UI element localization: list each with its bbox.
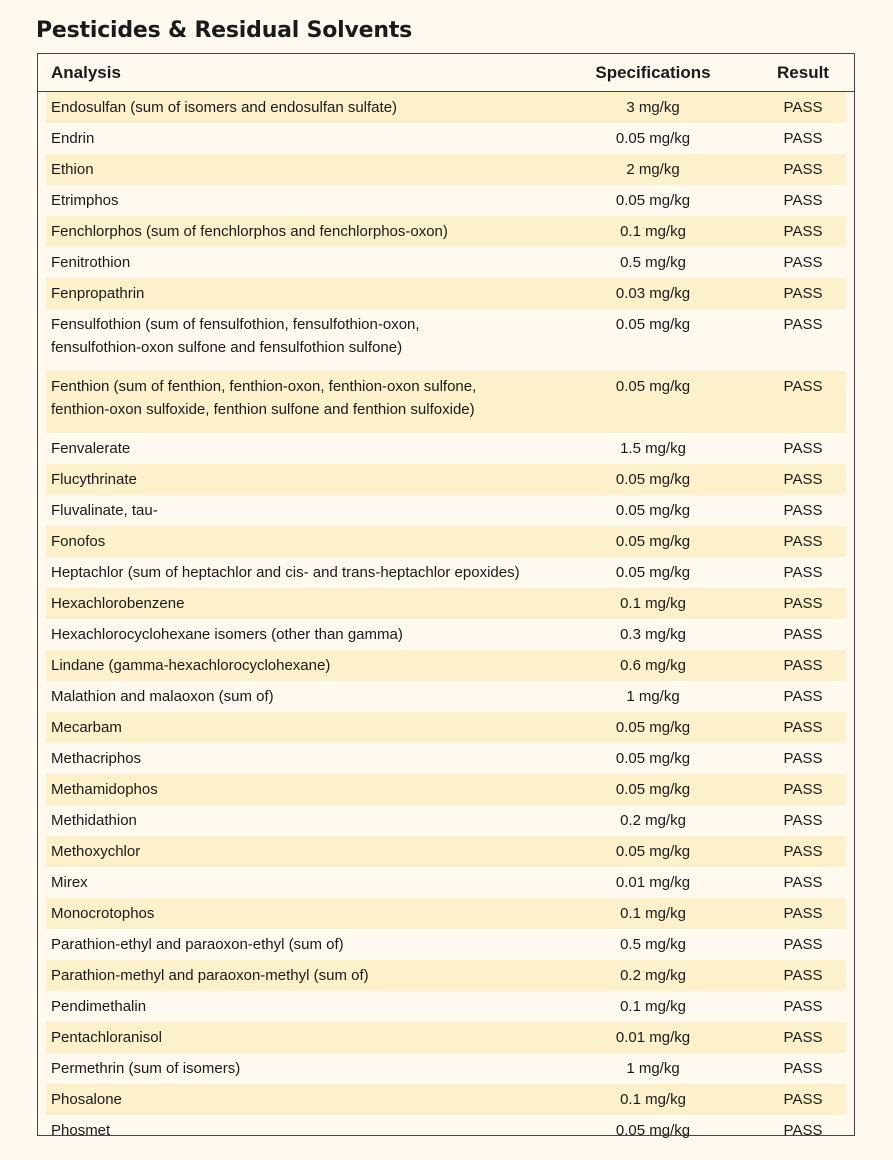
table-row [46,1084,846,1115]
table-row [46,960,846,991]
analysis-cell: Etrimphos [51,192,119,209]
analysis-cell: Endosulfan (sum of isomers and endosulfan sulfate) [51,99,398,116]
table-row [46,495,846,526]
result-cell: PASS [783,719,823,736]
specification-cell: 0.2 mg/kg [620,812,686,829]
specification-cell: 0.05 mg/kg [615,843,691,860]
specification-cell: 0.05 mg/kg [615,471,691,488]
specification-cell: 0.5 mg/kg [620,936,686,953]
analysis-cell: Parathion-methyl and paraoxon-methyl (sum of) [51,967,369,984]
table-row [46,1115,846,1146]
analysis-cell: Pentachloranisol [51,1029,162,1046]
analysis-cell: Methacriphos [51,750,142,767]
result-cell: PASS [783,626,823,643]
analysis-cell: Endrin [51,130,95,147]
specification-cell: 0.05 mg/kg [615,533,691,550]
table-row [46,92,846,123]
table-row [46,991,846,1022]
result-cell: PASS [783,471,823,488]
analysis-cell: Malathion and malaoxon (sum of) [51,688,274,705]
result-cell: PASS [783,1091,823,1108]
specification-cell: 0.05 mg/kg [615,192,691,209]
specification-cell: 0.2 mg/kg [620,967,686,984]
analysis-cell: Parathion-ethyl and paraoxon-ethyl (sum of) [51,936,344,953]
table-row [46,929,846,960]
result-cell: PASS [783,254,823,271]
specification-cell: 0.05 mg/kg [615,316,691,333]
analysis-cell: Ethion [51,161,94,178]
table-row [46,898,846,929]
table-row [46,1022,846,1053]
table-row [46,371,846,433]
table-row [46,867,846,898]
table-row [46,743,846,774]
analysis-cell: Fenchlorphos (sum of fenchlorphos and fenchlorphos-oxon) [51,223,448,240]
analysis-cell: Methoxychlor [51,843,141,860]
table-row [46,309,846,371]
specification-cell: 0.05 mg/kg [615,130,691,147]
analysis-cell: Hexachlorocyclohexane isomers (other than gamma) [51,626,403,643]
result-cell: PASS [783,874,823,891]
analysis-cell: Monocrotophos [51,905,155,922]
table-row [46,123,846,154]
specification-cell: 0.05 mg/kg [615,1122,691,1139]
specification-cell: 0.05 mg/kg [615,750,691,767]
specification-cell: 0.1 mg/kg [620,998,686,1015]
specification-cell: 0.05 mg/kg [615,781,691,798]
specification-cell: 0.3 mg/kg [620,626,686,643]
specification-cell: 3 mg/kg [626,99,680,116]
analysis-cell: Phosalone [51,1091,122,1108]
header-specifications: Specifications [595,63,711,82]
specification-cell: 0.1 mg/kg [620,905,686,922]
result-cell: PASS [783,192,823,209]
analysis-cell: Fenpropathrin [51,285,145,302]
result-cell: PASS [783,688,823,705]
result-cell: PASS [783,533,823,550]
specification-cell: 0.05 mg/kg [615,564,691,581]
analysis-cell: Flucythrinate [51,471,137,488]
analysis-cell: Fenthion (sum of fenthion, fenthion-oxon, fenthion-oxon sulfone, fenthion-oxon sulfoxide, fenthion sulfone and fenthion sulfoxide) [51,378,477,418]
table-row [46,247,846,278]
analysis-cell: Fensulfothion (sum of fensulfothion, fensulfothion-oxon, fensulfothion-oxon sulfone and fensulfothion sulfone) [51,316,420,356]
result-cell: PASS [783,967,823,984]
table-row [46,588,846,619]
table-row [46,216,846,247]
specification-cell: 0.1 mg/kg [620,595,686,612]
analysis-cell: Fluvalinate, tau- [51,502,158,519]
table-row [46,526,846,557]
table-row [46,557,846,588]
table-row [46,185,846,216]
analysis-cell: Heptachlor (sum of heptachlor and cis- and trans-heptachlor epoxides) [51,564,520,581]
result-cell: PASS [783,936,823,953]
specification-cell: 1 mg/kg [626,688,680,705]
table-row [46,836,846,867]
specification-cell: 0.05 mg/kg [615,719,691,736]
table-header [38,54,854,92]
table-row [46,619,846,650]
result-cell: PASS [783,285,823,302]
result-cell: PASS [783,130,823,147]
result-cell: PASS [783,564,823,581]
table-row [46,278,846,309]
analysis-cell: Mirex [51,874,88,891]
specification-cell: 0.01 mg/kg [615,874,691,891]
result-cell: PASS [783,440,823,457]
analysis-cell: Hexachlorobenzene [51,595,185,612]
analysis-cell: Pendimethalin [51,998,147,1015]
specification-cell: 1 mg/kg [626,1060,680,1077]
specification-cell: 0.01 mg/kg [615,1029,691,1046]
analysis-cell: Fenitrothion [51,254,131,271]
result-cell: PASS [783,502,823,519]
table-row [46,774,846,805]
header-result: Result [777,63,829,82]
analysis-cell: Methidathion [51,812,137,829]
result-cell: PASS [783,1060,823,1077]
result-cell: PASS [783,1029,823,1046]
specification-cell: 0.6 mg/kg [620,657,686,674]
table-row [46,712,846,743]
result-cell: PASS [783,750,823,767]
specification-cell: 0.05 mg/kg [615,502,691,519]
result-cell: PASS [783,1122,823,1139]
result-cell: PASS [783,781,823,798]
result-cell: PASS [783,161,823,178]
specification-cell: 0.03 mg/kg [615,285,691,302]
table-row [46,433,846,464]
specification-cell: 0.5 mg/kg [620,254,686,271]
result-cell: PASS [783,595,823,612]
analysis-cell: Phosmet [51,1122,111,1139]
result-cell: PASS [783,812,823,829]
result-cell: PASS [783,905,823,922]
header-analysis: Analysis [51,63,121,82]
analysis-cell: Mecarbam [51,719,122,736]
result-cell: PASS [783,99,823,116]
result-cell: PASS [783,223,823,240]
table-body [46,92,846,1146]
result-cell: PASS [783,657,823,674]
result-cell: PASS [783,843,823,860]
result-cell: PASS [783,316,823,333]
table-row [46,805,846,836]
analysis-cell: Lindane (gamma-hexachlorocyclohexane) [51,657,331,674]
result-cell: PASS [783,378,823,395]
specification-cell: 0.05 mg/kg [615,378,691,395]
table-row [46,650,846,681]
table-row [46,154,846,185]
specification-cell: 0.1 mg/kg [620,223,686,240]
results-table [37,53,855,1139]
analysis-cell: Fonofos [51,533,106,550]
specification-cell: 1.5 mg/kg [620,440,686,457]
table-row [46,464,846,495]
analysis-cell: Permethrin (sum of isomers) [51,1060,241,1077]
specification-cell: 2 mg/kg [626,161,680,178]
table-row [46,1053,846,1084]
specification-cell: 0.1 mg/kg [620,1091,686,1108]
page-title: Pesticides & Residual Solvents [36,18,413,43]
analysis-cell: Fenvalerate [51,440,131,457]
analysis-cell: Methamidophos [51,781,158,798]
table-row [46,681,846,712]
result-cell: PASS [783,998,823,1015]
